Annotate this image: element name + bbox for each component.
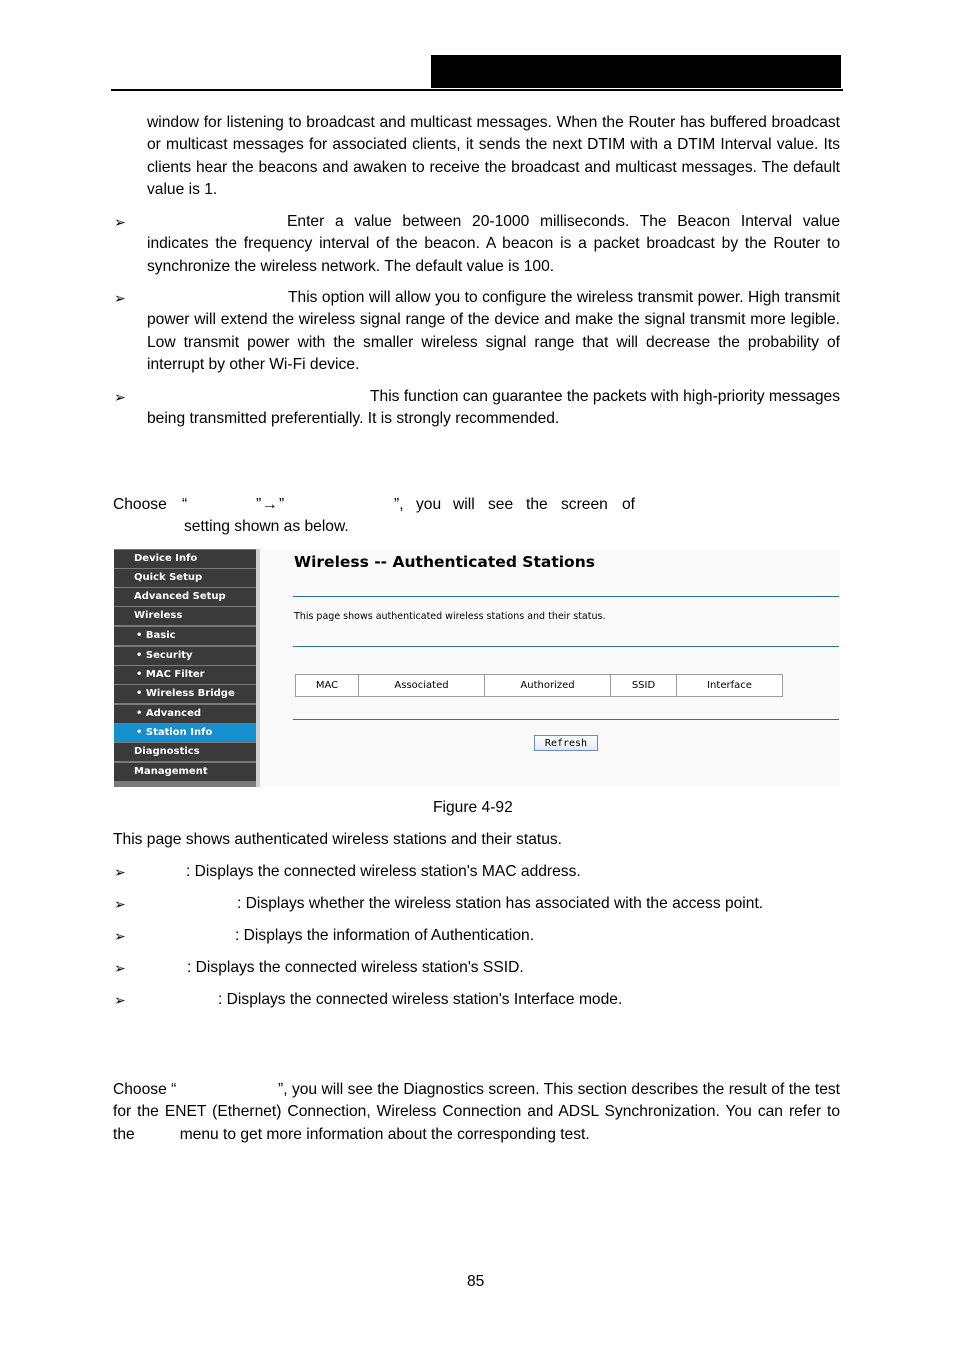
menu-item-device-info[interactable]: Device Info — [114, 550, 256, 568]
refresh-button[interactable]: Refresh — [534, 735, 598, 751]
bullet-arrow-icon: ➢ — [114, 896, 126, 912]
arrow-icon: → — [262, 496, 278, 513]
word-of: of — [622, 496, 636, 513]
column-associated: Associated — [359, 675, 485, 696]
column-interface: Interface — [707, 680, 752, 691]
bullet-arrow-icon: ➢ — [114, 214, 126, 230]
bullet-arrow-icon: ➢ — [114, 992, 126, 1008]
menu-item-management[interactable]: Management — [114, 763, 256, 781]
bullet-arrow-icon: ➢ — [114, 864, 126, 880]
menu-item-wireless[interactable]: Wireless — [114, 607, 256, 625]
word-see: see — [488, 496, 514, 513]
menu-item-diagnostics[interactable]: Diagnostics — [114, 743, 256, 761]
menu-item-quick-setup[interactable]: Quick Setup — [114, 569, 256, 587]
beacon-interval-text: Enter a value between 20-1000 milliseconds. The Beacon Interval value indicates the frequency interval of the beacon. A beacon is a packet broadcast by the Router to synchronize the wireless network. The default value is 100. — [147, 213, 840, 275]
open-quote: “ — [182, 496, 188, 513]
wmm-text: This function can guarantee the packets with high-priority messages being transmitted preferentially. It is strongly recommended. — [147, 388, 840, 428]
close-quote: ” — [256, 496, 262, 513]
word-you: you — [416, 496, 442, 513]
title-rule — [293, 596, 839, 597]
station-info-screenshot — [114, 549, 840, 787]
field-interface-desc: : Displays the connected wireless station's Interface mode. — [218, 991, 623, 1008]
menu-item-advanced-setup[interactable]: Advanced Setup — [114, 588, 256, 606]
menu-item-mac-filter[interactable]: • MAC Filter — [114, 666, 256, 684]
menu-item-basic[interactable]: • Basic — [114, 627, 256, 645]
figure-caption: Figure 4-92 — [433, 799, 513, 816]
page-title: Wireless -- Authenticated Stations — [294, 553, 595, 571]
open-quote-2: ” — [279, 496, 285, 513]
station-summary: This page shows authenticated wireless stations and their status. — [113, 831, 562, 848]
bullet-arrow-icon: ➢ — [114, 960, 126, 976]
field-ssid-desc: : Displays the connected wireless station's SSID. — [187, 959, 524, 976]
bullet-arrow-icon: ➢ — [114, 290, 126, 306]
close-quote-2: ”, — [394, 496, 404, 513]
menu-item-advanced[interactable]: • Advanced — [114, 705, 256, 723]
diag-choose: Choose “ — [113, 1081, 177, 1098]
diag-text: ”, you will see the Diagnostics screen. This section describes the result of the test for the ENET (Ethernet) Connection, Wireless Connection and ADSL Synchronization. You can refer to the — [113, 1081, 840, 1143]
page-number: 85 — [467, 1273, 485, 1290]
choose-line-2: setting shown as below. — [184, 518, 349, 535]
column-mac: MAC — [296, 675, 359, 696]
word-screen: screen — [561, 496, 608, 513]
page-description: This page shows authenticated wireless stations and their status. — [294, 611, 606, 622]
word-will: will — [453, 496, 475, 513]
intro-paragraph: window for listening to broadcast and multicast messages. When the Router has buffered broadcast or multicast messages for associated clients, it sends the next DTIM with a DTIM Interval value. Its clients hear the beacons and awaken to receive the broadcast and multicast messages. The default value is 1. — [147, 114, 840, 199]
column-ssid: SSID — [611, 675, 677, 696]
content-panel — [260, 549, 840, 787]
menu-item-station-info[interactable]: • Station Info — [114, 724, 256, 742]
menu-item-wireless-bridge[interactable]: • Wireless Bridge — [114, 685, 256, 703]
choose-word: Choose — [113, 496, 167, 513]
diag-text-end: menu to get more information about the corresponding test. — [179, 1125, 590, 1143]
transmit-power-text: This option will allow you to configure the wireless transmit power. High transmit power will extend the wireless signal range of the device and make the signal transmit more legible. Low transmit power with the smaller wireless signal range that will decrease the probability of interrupt by other Wi-Fi device. — [147, 289, 840, 374]
field-associated-desc: : Displays whether the wireless station has associated with the access point. — [237, 895, 764, 912]
desc-rule — [293, 646, 839, 647]
field-authorized-desc: : Displays the information of Authentication. — [235, 927, 535, 944]
diagnostics-paragraph — [113, 1079, 840, 1146]
bullet-arrow-icon: ➢ — [114, 928, 126, 944]
bullet-arrow-icon: ➢ — [114, 389, 126, 405]
header-rule — [111, 89, 843, 91]
column-authorized: Authorized — [485, 675, 611, 696]
sidebar-menu — [114, 549, 256, 787]
stations-table-header — [295, 674, 783, 697]
header-bar — [431, 55, 841, 88]
table-rule — [293, 719, 839, 720]
menu-item-security[interactable]: • Security — [114, 647, 256, 665]
word-the: the — [526, 496, 548, 513]
field-mac-desc: : Displays the connected wireless station's MAC address. — [186, 863, 581, 880]
